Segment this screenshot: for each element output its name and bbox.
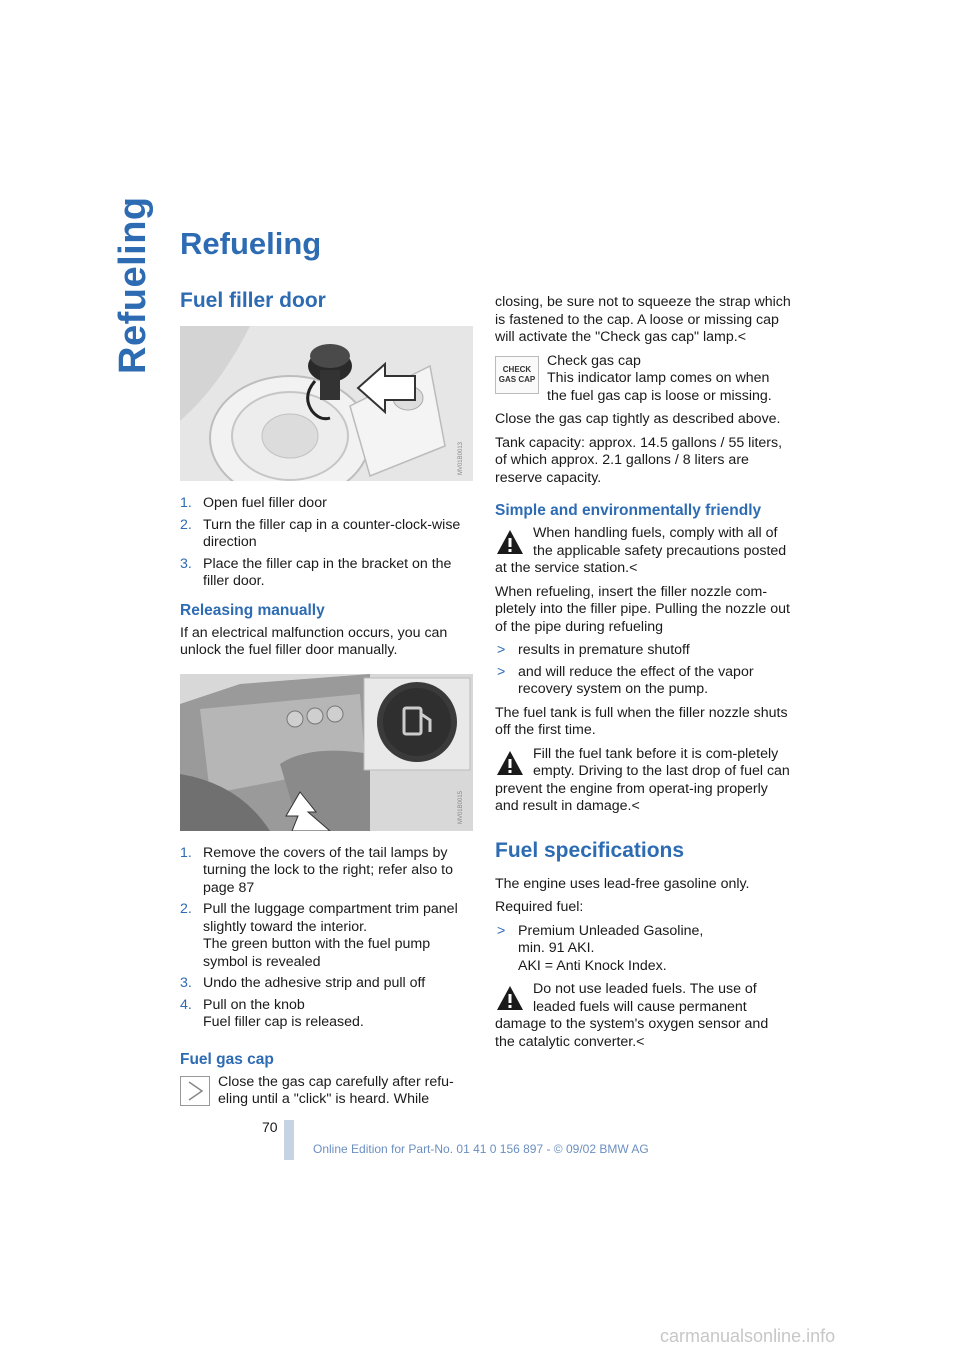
- list-item: 2. Turn the filler cap in a counter-clock-wise direction: [180, 516, 461, 550]
- environment-heading: Simple and environmentally friendly: [495, 502, 762, 519]
- footer-bar: [284, 1120, 294, 1160]
- fuel-filler-door-illustration: [180, 326, 473, 481]
- list-item: 1. Remove the covers of the tail lamps by turning the lock to the right; refer also to page 87: [180, 844, 453, 896]
- luggage-compartment-figure: [180, 674, 473, 831]
- filler-door-steps: [180, 495, 476, 591]
- specs-intro: The engine uses lead-free gasoline only.: [495, 875, 750, 892]
- footer-edition: Online Edition for Part-No. 01 41 0 156 897 - © 09/02 BMW AG: [313, 1142, 649, 1156]
- watermark: carmanualsonline.info: [660, 1326, 836, 1346]
- page-number: 70: [262, 1119, 278, 1135]
- warning-note: Fill the fuel tank before it is com-pletely empty. Driving to the last drop of fuel can prevent the engine from operat-ing properly and result in damage.<: [495, 745, 790, 814]
- fuel-gas-cap-heading: Fuel gas cap: [180, 1050, 274, 1068]
- end-mark: <: [631, 798, 640, 814]
- close-cap-text: Close the gas cap tightly as described above.: [495, 411, 781, 427]
- list-item: 2. Pull the luggage compartment trim panel slightly toward the interior. The green button with the fuel pump symbol is revealed: [180, 901, 458, 970]
- list-item: 1. Open fuel filler door: [180, 495, 327, 511]
- list-item: > Premium Unleaded Gasoline, min. 91 AKI. AKI = Anti Knock Index.: [497, 922, 704, 974]
- end-mark: <: [629, 560, 638, 576]
- luggage-compartment-illustration: [180, 674, 473, 831]
- list-item: 3. Undo the adhesive strip and pull off: [180, 975, 426, 991]
- check-gas-cap-lamp-note: [495, 353, 791, 406]
- lamp-title: Check gas cap: [547, 352, 641, 369]
- end-mark: <: [737, 329, 746, 345]
- warning-icon: [495, 748, 525, 778]
- lamp-text: This indicator lamp comes on when the fuel gas cap is loose or missing.: [547, 370, 772, 404]
- right-column: [495, 294, 791, 1057]
- sidebar-section-title: Refueling: [112, 196, 154, 374]
- end-mark: <: [636, 1033, 645, 1050]
- fuel-filler-door-figure: [180, 326, 473, 481]
- required-fuel-label: Required fuel:: [495, 899, 584, 915]
- releasing-manually-heading: Releasing manually: [180, 601, 325, 619]
- gas-cap-note: Close the gas cap carefully after refu-eling until a "click" is heard. While: [180, 1074, 476, 1110]
- refueling-bullets: [495, 642, 791, 699]
- releasing-intro: If an electrical malfunction occurs, you can unlock the fuel filler door manually.: [180, 624, 448, 658]
- list-item: > and will reduce the effect of the vapor recovery system on the pump.: [497, 663, 754, 697]
- left-column: [180, 288, 476, 1116]
- page-title: Refueling: [180, 226, 322, 261]
- figure-code: MV01B0015: [457, 791, 464, 825]
- releasing-steps: [180, 845, 476, 1032]
- warning-icon: [495, 527, 525, 557]
- fuel-filler-door-heading: Fuel filler door: [180, 289, 326, 312]
- tank-capacity: Tank capacity: approx. 14.5 gallons / 55 liters, of which approx. 2.1 gallons / 8 liters are reserve capacity.: [495, 434, 783, 486]
- fuel-requirements-list: [495, 923, 791, 976]
- list-item: > results in premature shutoff: [497, 642, 690, 658]
- check-gas-cap-lamp-icon: CHECK GAS CAP: [495, 356, 539, 394]
- warning-note: Do not use leaded fuels. The use of leaded fuels will cause permanent damage to the system's oxygen sensor and the catalytic converter.<: [495, 981, 769, 1050]
- gas-cap-continued: closing, be sure not to squeeze the strap which is fastened to the cap. A loose or missing cap will activate the "Check gas cap" lamp.<: [495, 294, 791, 345]
- fuel-specifications-heading: Fuel specifications: [495, 838, 685, 862]
- refueling-paragraph: When refueling, insert the filler nozzle com-pletely into the filler pipe. Pulling the nozzle out of the pipe during refueling: [495, 583, 790, 635]
- tank-full-text: The fuel tank is full when the filler nozzle shuts off the first time.: [495, 704, 788, 738]
- list-item: 4. Pull on the knob Fuel filler cap is released.: [180, 996, 364, 1030]
- list-item: 3. Place the filler cap in the bracket on the filler door.: [180, 555, 452, 589]
- note-arrow-icon: [180, 1076, 210, 1106]
- warning-icon: [495, 983, 525, 1013]
- figure-code: MV01B0013: [457, 441, 464, 475]
- warning-note: When handling fuels, comply with all of the applicable safety precautions posted at the service station.<: [495, 525, 787, 576]
